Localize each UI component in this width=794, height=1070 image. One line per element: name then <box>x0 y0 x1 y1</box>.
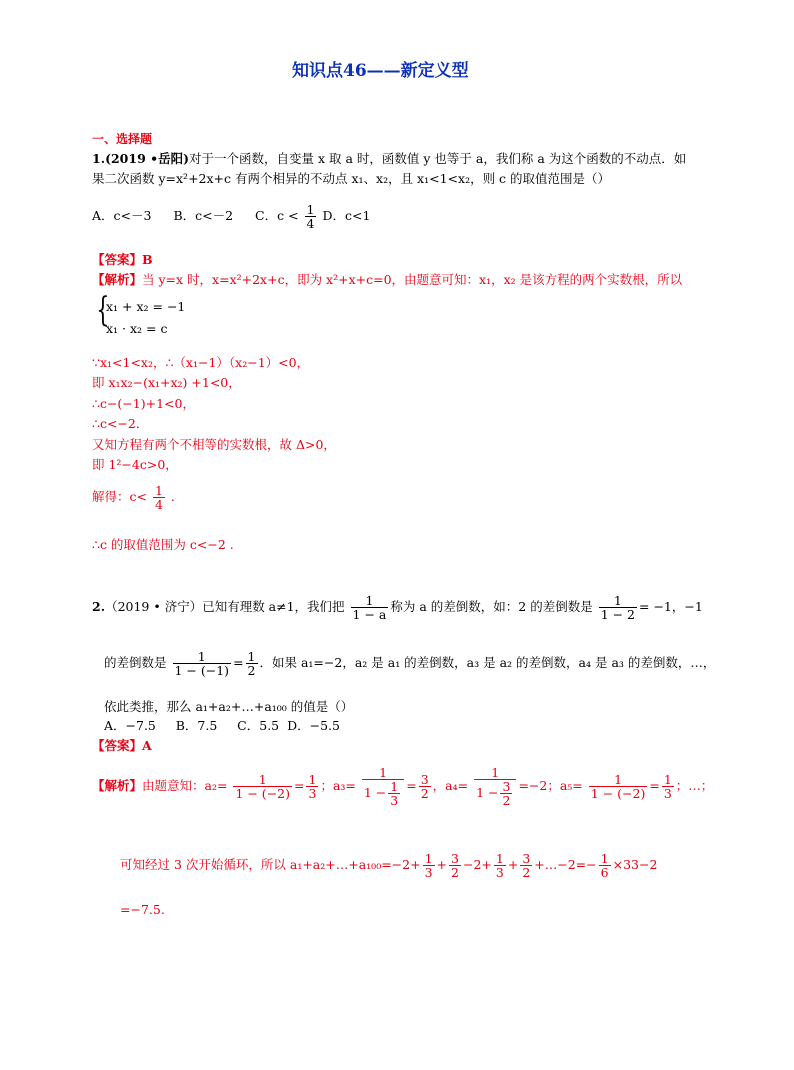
q2-fraction-1: $\frac{1}{1 - a}$ <box>352 593 387 623</box>
q1-step-4: ∴c<−2． <box>92 416 149 431</box>
q2-text-1b: 称为 a 的差倒数，如：2 的差倒数是 <box>390 599 593 615</box>
q1-system-eq1: x₁ + x₂ = −1 <box>106 299 186 314</box>
q1-answer: 【答案】B <box>92 252 153 267</box>
q1-step-5: 又知方程有两个不相等的实数根，故 Δ>0， <box>92 437 336 452</box>
q2-fraction-3: $\frac{1}{1 - (-1)}$ <box>174 649 230 679</box>
q1-option-a: A．c<－3 <box>92 208 152 224</box>
q2-analysis-label: 【解析】 <box>92 778 143 794</box>
q1-source: (2019 •岳阳) <box>105 151 190 166</box>
q1-option-b: B．c<－2 <box>173 208 234 224</box>
q1-system-eq2: x₁ · x₂ = c <box>106 321 168 336</box>
q1-analysis-text: 当 y=x 时，x=x²+2x+c，即为 x²+x+c=0，由题意可知：x₁，x₂ 是该方程的两个实数根，所以 <box>142 272 683 287</box>
q2-sum-frac-3: $\frac{1}{3}$ <box>495 851 504 881</box>
q2-a3-result: $\frac{3}{2}$ <box>420 772 429 802</box>
q2-sum-mid: −2+ <box>462 857 492 873</box>
q1-text-1: 对于一个函数，自变量 x 取 a 时，函数值 y 也等于 a，我们称 a 为这个函数的不动点．如 <box>189 151 687 166</box>
q2-sum-end: ×33−2 <box>612 857 658 873</box>
q2-a4-result: =−2；a₅= <box>518 778 583 794</box>
q1-analysis-label: 【解析】 <box>92 272 143 287</box>
q1-option-c-fraction: $\frac{1}{4}$ <box>306 202 315 232</box>
q1-step-7-period: . <box>170 489 175 505</box>
q2-options: A．−7.5 B．7.5 C．5.5 D．−5.5 <box>104 718 340 733</box>
q2-line2 <box>104 650 715 677</box>
q2-a3-label: ；a₃= <box>320 778 356 794</box>
q2-answer: 【答案】A <box>92 738 152 753</box>
q2-sum-text: 可知经过 3 次开始循环，所以 a₁+a₂+…+a₁₀₀=−2+ <box>120 857 421 873</box>
q2-a2-label: 由题意知：a₂= <box>142 778 228 794</box>
q2-text-1a: 已知有理数 a≠1，我们把 <box>202 599 345 615</box>
q2-fraction-2: $\frac{1}{1 - 2}$ <box>600 593 636 623</box>
q2-a2-fraction: $\frac{1}{1 - (-2)}$ <box>235 772 290 802</box>
q1-option-d: D．c<1 <box>322 208 371 224</box>
q2-analysis: 【解析】由题意知：a₂= $\frac{1}{1 - (-2)}$ = $\frac{1}{3}$ ；a₃= 1 1 − $\frac{1}{3}$ = $\frac{3}{2}$ ，a₄= 1 1 − $\frac{3}{2}$ =−2；a₅= $\frac{1}{1 - (-2)}$ = $\frac{1}{3}$ ；…； <box>92 765 714 809</box>
q2-source: （2019 • 济宁） <box>105 599 203 615</box>
q2-a5-result: $\frac{1}{3}$ <box>663 772 672 802</box>
q2-a4-fraction: 1 1 − $\frac{3}{2}$ <box>474 766 516 807</box>
q2-sum-frac-2: $\frac{3}{2}$ <box>451 851 459 881</box>
q2-sum-frac-4: $\frac{3}{2}$ <box>522 851 531 881</box>
q2-line1 <box>92 594 703 621</box>
q2-text-2a: 的差倒数是 <box>104 655 167 671</box>
q2-a3-fraction: 1 1 − $\frac{1}{3}$ <box>362 766 404 807</box>
q1-step-7-text: 解得：c< <box>92 489 147 505</box>
q1-number: 1. <box>92 151 106 166</box>
q2-equals: = <box>233 655 244 671</box>
q2-a4-label: ，a₄= <box>432 778 469 794</box>
q2-fraction-4: $\frac{1}{2}$ <box>247 649 256 679</box>
q1-options <box>92 203 370 230</box>
q1-step-7 <box>92 484 175 511</box>
q2-final: =−7.5. <box>120 902 165 917</box>
q1-option-c: C．c < <box>255 208 299 224</box>
q2-sum-plus-2: + <box>507 857 519 873</box>
q2-a5-fraction: $\frac{1}{1 - (-2)}$ <box>590 772 646 802</box>
brace-icon: { <box>96 290 110 330</box>
page-title: 知识点46——新定义型 <box>292 61 469 81</box>
q2-text-2b: ．如果 a₁=−2，a₂ 是 a₁ 的差倒数，a₃ 是 a₂ 的差倒数，a₄ 是 a₃ 的差倒数，…， <box>259 655 716 671</box>
q1-line1 <box>92 151 686 166</box>
q2-text-1c: = −1，−1 <box>639 599 703 615</box>
q1-equation-system <box>92 290 272 341</box>
q2-line3: 依此类推，那么 a₁+a₂+…+a₁₀₀ 的值是（） <box>104 699 354 714</box>
q1-step-1: ∵x₁<1<x₂，∴（x₁−1）（x₂−1）<0， <box>92 355 310 370</box>
q1-step-7-fraction: $\frac{1}{4}$ <box>154 483 163 513</box>
q2-sum-line <box>120 852 657 879</box>
q1-step-6: 即 1²−4c>0， <box>92 457 178 472</box>
q2-sum-frac-1: $\frac{1}{3}$ <box>424 851 433 881</box>
q1-step-2: 即 x₁x₂−(x₁+x₂) +1<0， <box>92 375 241 390</box>
q2-number: 2. <box>92 599 106 615</box>
q2-sum-plus-1: + <box>436 857 448 873</box>
section-heading: 一、选择题 <box>92 132 153 146</box>
q2-sum-frac-5: $\frac{1}{6}$ <box>600 851 609 881</box>
q1-conclusion: ∴c 的取值范围为 c<−2 . <box>92 537 234 552</box>
q2-a2-result: $\frac{1}{3}$ <box>308 772 317 802</box>
q2-sum-tail: +…−2=− <box>534 857 597 873</box>
q1-line2: 果二次函数 y=x²+2x+c 有两个相异的不动点 x₁、x₂，且 x₁<1<x₂，则 c 的取值范围是（） <box>92 171 611 186</box>
q1-step-3: ∴c−(−1)+1<0， <box>92 396 195 411</box>
q2-a-tail: ；…； <box>675 778 714 794</box>
q1-analysis <box>92 272 682 287</box>
